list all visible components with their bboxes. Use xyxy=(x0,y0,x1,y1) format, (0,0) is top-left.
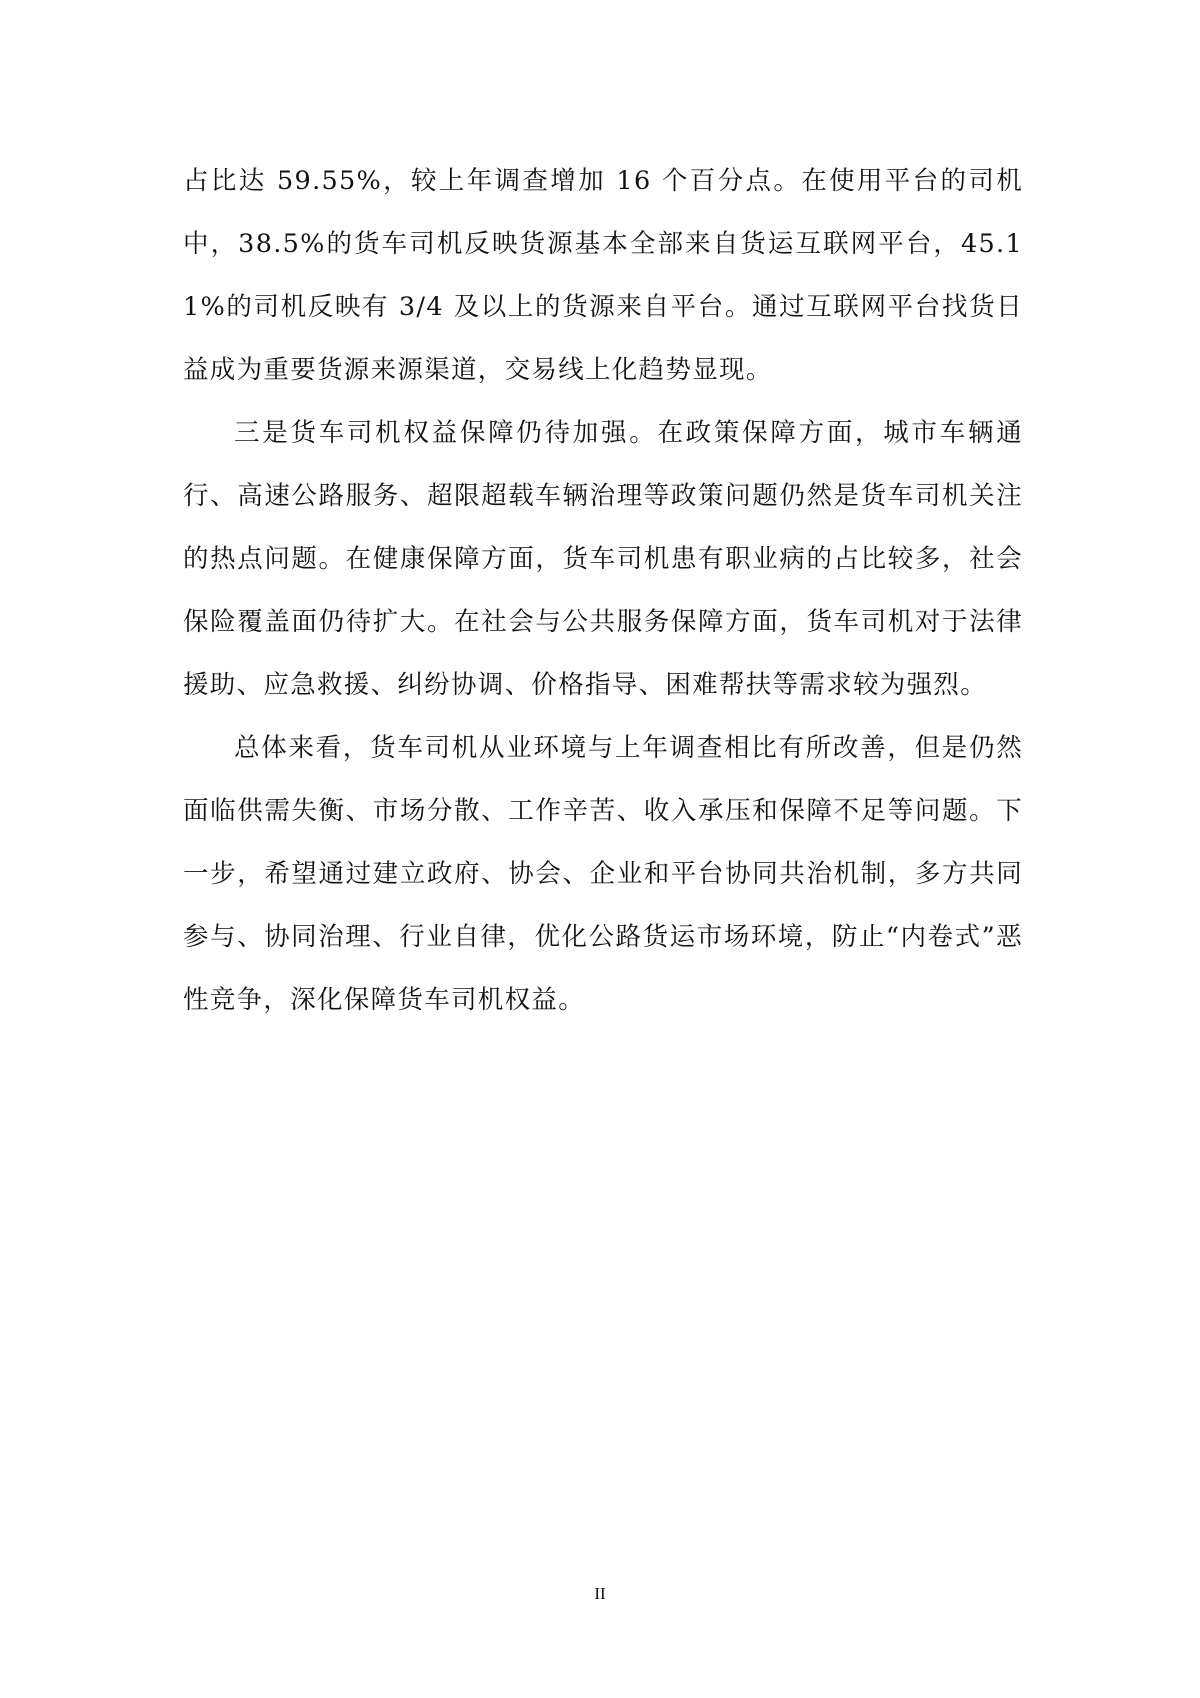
page-number: II xyxy=(594,1584,606,1603)
paragraph-overall-conclusion: 总体来看，货车司机从业环境与上年调查相比有所改善，但是仍然面临供需失衡、市场分散、工作辛苦、收入承压和保障不足等问题。下一步，希望通过建立政府、协会、企业和平台协同共治机制，多方共同参与、协同治理、行业自律，优化公路货运市场环境，防止“内卷式”恶性竞争，深化保障货车司机权益。 xyxy=(183,733,1023,1015)
paragraph-platform-usage: 占比达 59.55%，较上年调查增加 16 个百分点。在使用平台的司机中，38.5%的货车司机反映货源基本全部来自货运互联网平台，45.11%的司机反映有 3/4 及以上的货源来自平台。通过互联网平台找货日益成为重要货源来源渠道，交易线上化趋势显现。 xyxy=(183,166,1023,385)
document-body xyxy=(183,150,1023,1032)
paragraph-driver-rights: 三是货车司机权益保障仍待加强。在政策保障方面，城市车辆通行、高速公路服务、超限超载车辆治理等政策问题仍然是货车司机关注的热点问题。在健康保障方面，货车司机患有职业病的占比较多，社会保险覆盖面仍待扩大。在社会与公共服务保障方面，货车司机对于法律援助、应急救援、纠纷协调、价格指导、困难帮扶等需求较为强烈。 xyxy=(183,418,1023,700)
